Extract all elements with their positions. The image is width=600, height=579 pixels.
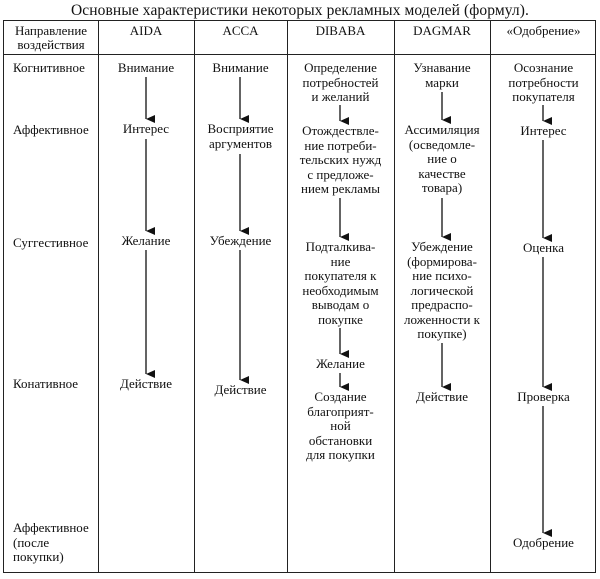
dibaba-push: Подталкива- ние покупателя к необходимым выводам о покупке: [302, 239, 379, 327]
document-title: Основные характеристики некоторых рекламных моделей (формул).: [71, 2, 529, 19]
dagmar-persuasion: Убеждение (формирова- ние психо- логической предраспо- ложенности к покупке): [404, 239, 480, 341]
acca-persuasion: Убеждение: [209, 233, 272, 248]
aida-action: Действие: [119, 376, 173, 391]
dagmar-assimilation: Ассимиляция (осведомле- ние о качестве товара): [404, 122, 480, 195]
acca-attention: Внимание: [212, 60, 269, 75]
acca-action: Действие: [214, 382, 267, 397]
dibaba-needs: Определение потребностей и желаний: [302, 60, 379, 104]
header-direction: Направление воздействия: [14, 23, 88, 52]
approval-awareness: Осознание потребности покупателя: [508, 60, 579, 104]
header-approval: «Одобрение»: [506, 23, 581, 38]
row-label-conative: Конативное: [13, 376, 79, 391]
header-dibaba: DIBABA: [315, 23, 366, 38]
header-aida: AIDA: [129, 23, 163, 38]
acca-perception: Восприятие аргументов: [207, 121, 274, 151]
arrows-layer: [4, 21, 597, 574]
header-acca: ACCA: [222, 23, 259, 38]
header-dagmar: DAGMAR: [413, 23, 471, 38]
models-table: [3, 20, 596, 573]
dibaba-identification: Отождествле- ние потреби- тельских нужд с предложе- нием рекламы: [299, 123, 382, 196]
approval-interest: Интерес: [520, 123, 567, 138]
aida-attention: Внимание: [117, 60, 175, 75]
dibaba-atmosphere: Создание благоприят- ной обстановки для покупки: [306, 389, 375, 462]
dagmar-action: Действие: [415, 389, 469, 404]
row-label-affective: Аффективное: [13, 122, 89, 137]
row-label-affective-after: Аффективное (после покупки): [13, 520, 89, 564]
approval-approval: Одобрение: [513, 535, 574, 550]
approval-trial: Проверка: [517, 389, 570, 404]
aida-interest: Интерес: [122, 121, 170, 136]
aida-desire: Желание: [121, 233, 171, 248]
approval-evaluation: Оценка: [523, 240, 564, 255]
dagmar-recognition: Узнавание марки: [413, 60, 471, 90]
row-label-cognitive: Когнитивное: [13, 60, 85, 75]
dibaba-desire: Желание: [316, 356, 365, 371]
row-label-suggestive: Суггестивное: [13, 235, 89, 250]
